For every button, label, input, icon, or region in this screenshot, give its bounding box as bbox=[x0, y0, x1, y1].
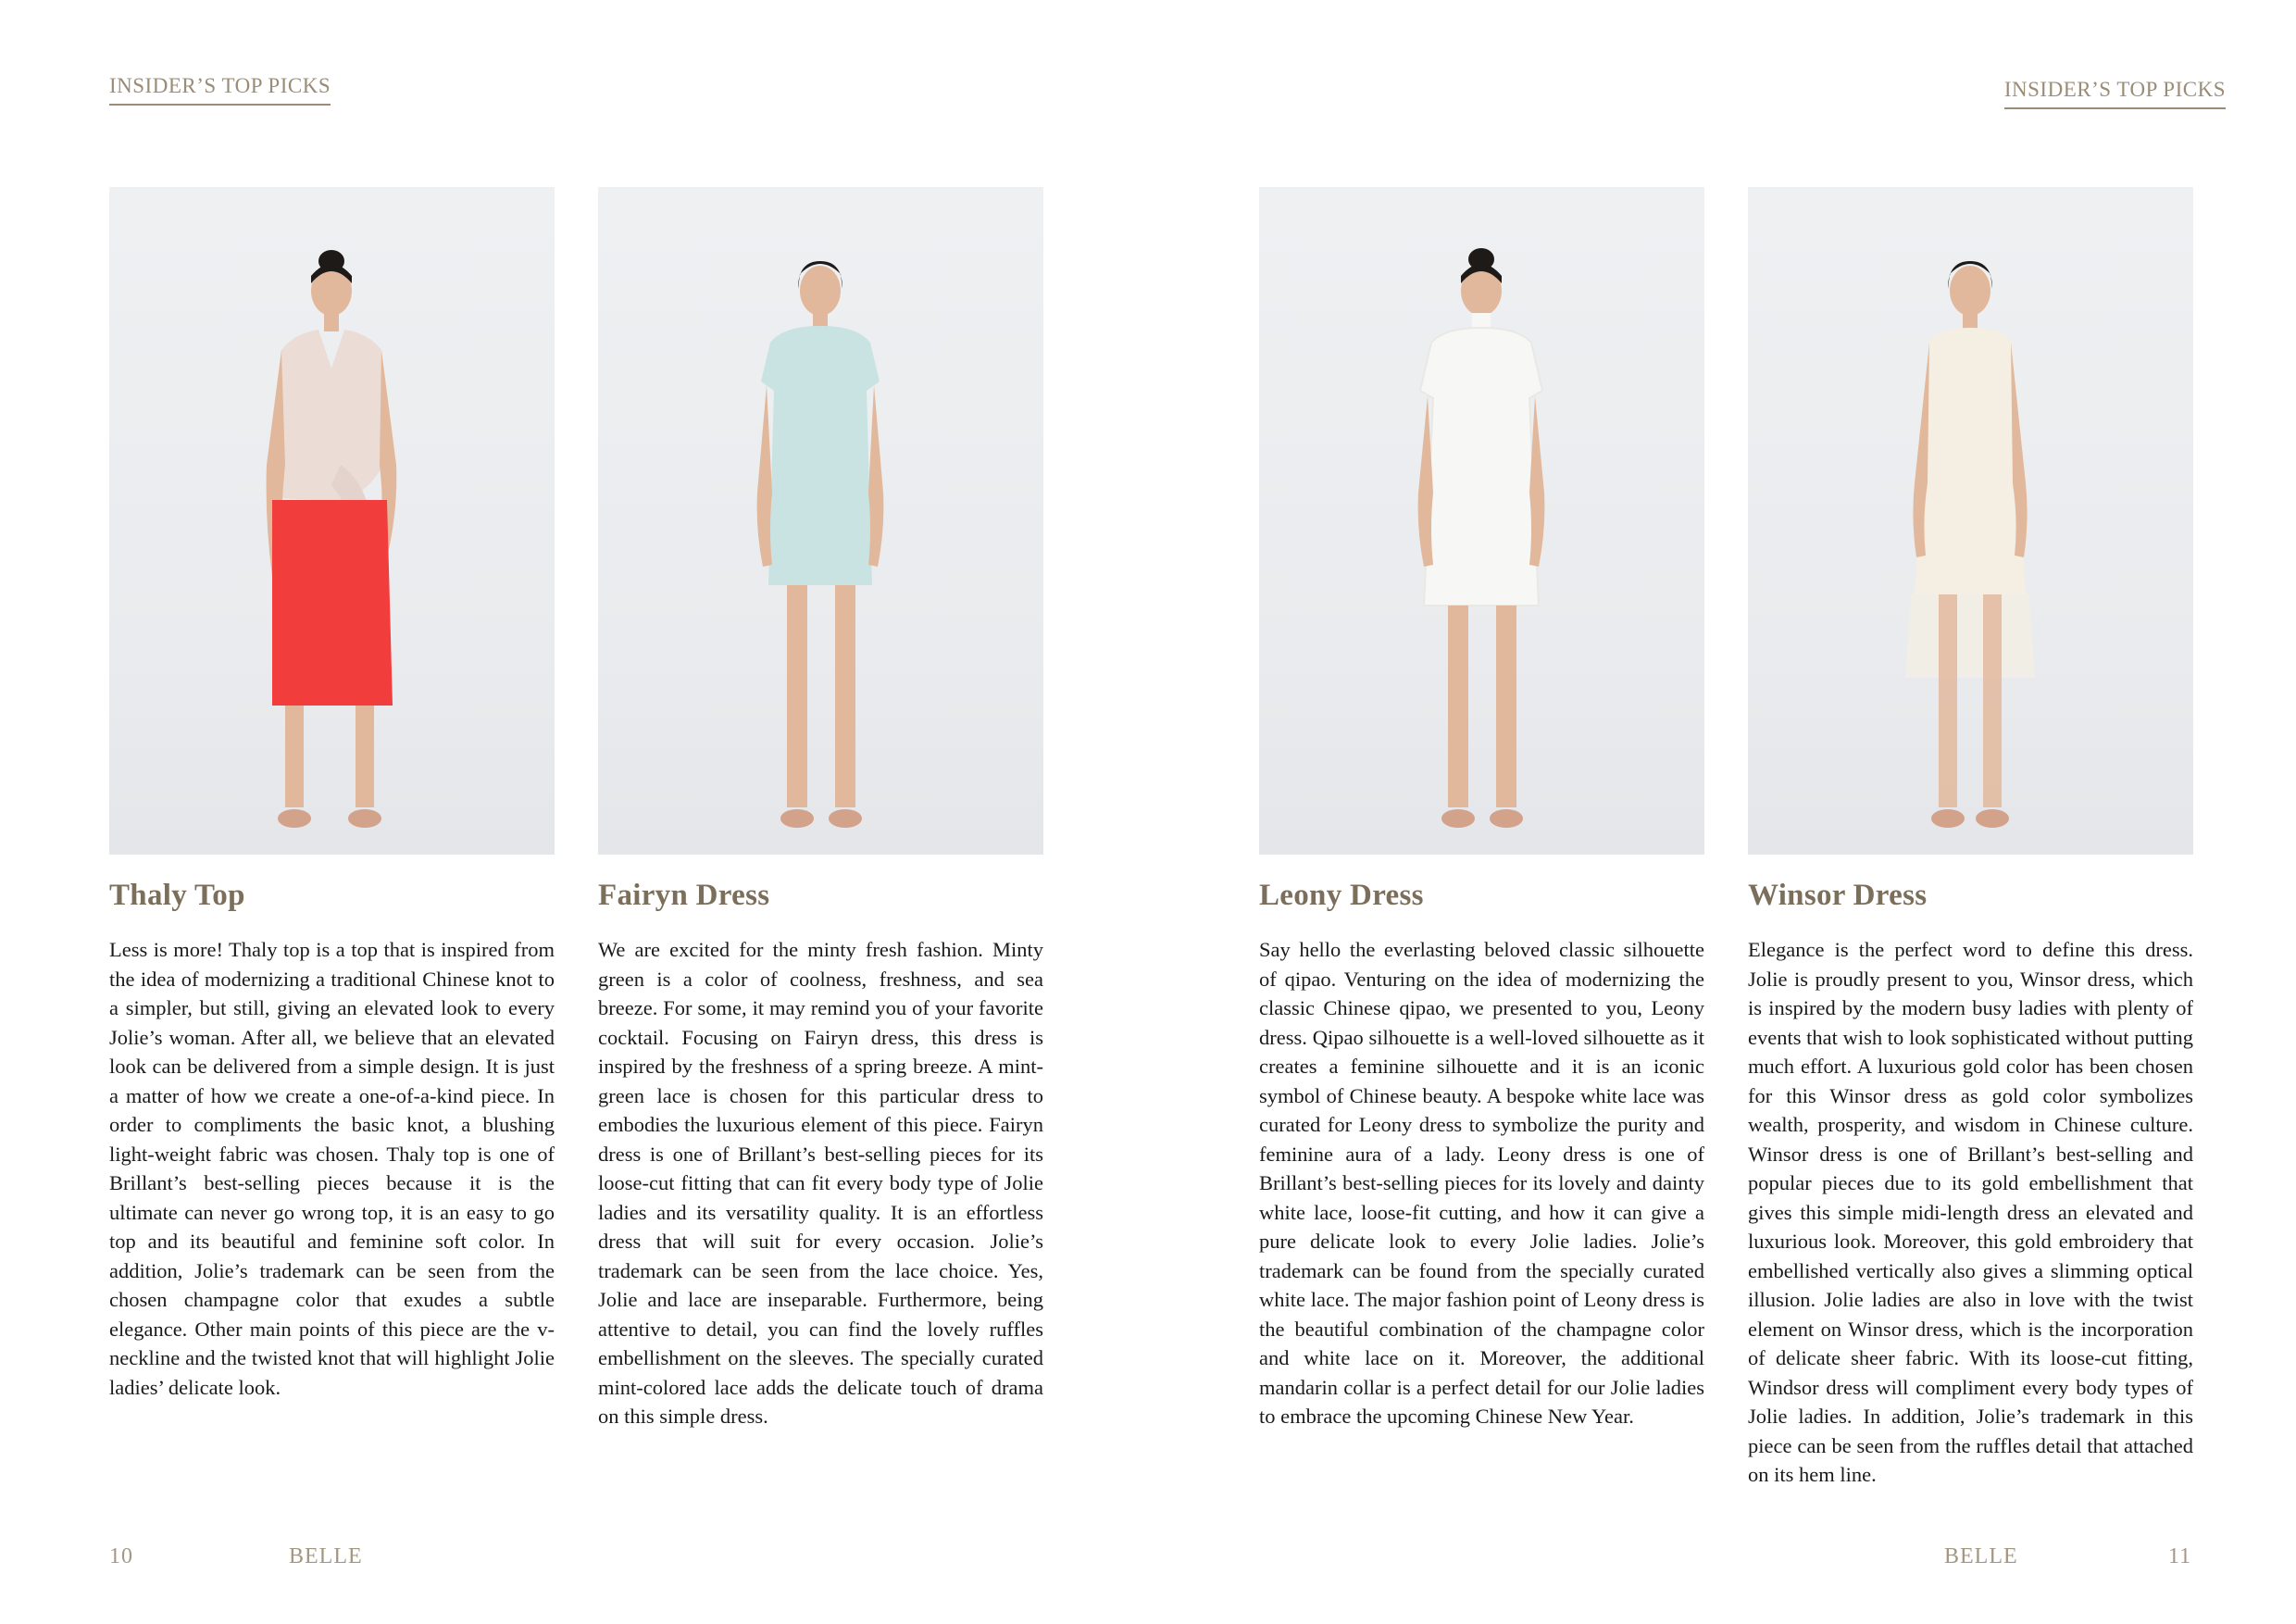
product-photo-thaly-top bbox=[109, 187, 555, 855]
running-head: INSIDER’S TOP PICKS bbox=[109, 74, 331, 106]
product-photo-leony-dress bbox=[1259, 187, 1704, 855]
model-figure-illustration bbox=[1748, 187, 2193, 855]
magazine-name: BELLE bbox=[1944, 1544, 2018, 1568]
running-head: INSIDER’S TOP PICKS bbox=[2004, 78, 2226, 109]
model-figure-illustration bbox=[598, 187, 1043, 855]
product-title: Leony Dress bbox=[1259, 879, 1424, 912]
page-number: 11 bbox=[2168, 1544, 2192, 1568]
product-photo-fairyn-dress bbox=[598, 187, 1043, 855]
product-description: Less is more! Thaly top is a top that is inspired from the idea of modernizing a traditional Chinese knot to a simpler, but still, giving an elevated look to every Jolie’s woman. After all, we believe that an elevated look can be delivered from a simple design. It is just a matter of how we create a one-of-a-kind piece. In order to compliments the basic knot, a blushing light-weight fabric was chosen. Thaly top is one of Brillant’s best-selling pieces because it is the ultimate can never go wrong top, it is an easy to go top and its beautiful and feminine soft color. In addition, Jolie’s trademark can be seen from the chosen champagne color that exudes a subtle elegance. Other main points of this piece are the v-neckline and the twisted knot that will highlight Jolie ladies’ delicate look. bbox=[109, 938, 555, 1399]
product-title: Winsor Dress bbox=[1748, 879, 1928, 912]
product-title: Fairyn Dress bbox=[598, 879, 770, 912]
right-page bbox=[1148, 0, 2296, 1624]
product-photo-winsor-dress bbox=[1748, 187, 2193, 855]
product-card-fairyn-dress bbox=[598, 187, 1043, 1431]
product-title: Thaly Top bbox=[109, 879, 245, 912]
product-card-thaly-top bbox=[109, 187, 555, 1402]
magazine-name: BELLE bbox=[289, 1544, 363, 1568]
product-description: Elegance is the perfect word to define this dress. Jolie is proudly present to you, Winsor dress, which is inspired by the modern busy ladies with plenty of events that wish to look sophisticated without putting much effort. A luxurious gold color has been chosen for this Winsor dress as gold color symbolizes wealth, prosperity, and wisdom in Chinese culture. Winsor dress is one of Brillant’s best-selling and popular pieces due to its gold embellishment that gives this simple midi-length dress an elevated and luxurious look. Moreover, this gold embroidery that embellished vertically also gives a slimming optical illusion. Jolie ladies are also in love with the twist element on Winsor dress, which is the incorporation of delicate sheer fabric. With its loose-cut fitting, Windsor dress will compliment every body types of Jolie ladies. In addition, Jolie’s trademark in this piece can be seen from the ruffles detail that attached on its hem line. bbox=[1748, 938, 2193, 1486]
product-card-leony-dress bbox=[1259, 187, 1704, 1431]
product-description: We are excited for the minty fresh fashion. Minty green is a color of coolness, freshness, and sea breeze. For some, it may remind you of your favorite cocktail. Focusing on Fairyn dress, this dress is inspired by the freshness of a spring breeze. A mint-green lace is chosen for this particular dress to embodies the luxurious element of this piece. Fairyn dress is one of Brillant’s best-selling pieces for its loose-cut fitting that can fit every body type of Jolie ladies and its versatility quality. It is an effortless dress that will suit for every occasion. Jolie’s trademark can be seen from the lace choice. Yes, Jolie and lace are inseparable. Furthermore, being attentive to detail, you can find the lovely ruffles embellishment on the sleeves. The specially curated mint-colored lace adds the delicate touch of drama on this simple dress. bbox=[598, 938, 1043, 1428]
model-figure-illustration bbox=[1259, 187, 1704, 855]
page-number: 10 bbox=[109, 1544, 133, 1568]
model-figure-illustration bbox=[109, 187, 555, 855]
product-card-winsor-dress bbox=[1748, 187, 2193, 1490]
product-description: Say hello the everlasting beloved classic silhouette of qipao. Venturing on the idea of modernizing the classic Chinese qipao, we presented to you, Leony dress. Qipao silhouette is a well-loved silhouette as it creates a feminine silhouette and it is an iconic symbol of Chinese beauty. A bespoke white lace was curated for Leony dress to symbolize the purity and feminine aura of a lady. Leony dress is one of Brillant’s best-selling pieces for its lovely and dainty white lace, loose-fit cutting, and how it can give a pure delicate look to every Jolie ladies. Jolie’s trademark can be found from the specially curated white lace. The major fashion point of Leony dress is the beautiful combination of the champagne color and white lace on it. Moreover, the additional mandarin collar is a perfect detail for our Jolie ladies to embrace the upcoming Chinese New Year. bbox=[1259, 938, 1704, 1428]
